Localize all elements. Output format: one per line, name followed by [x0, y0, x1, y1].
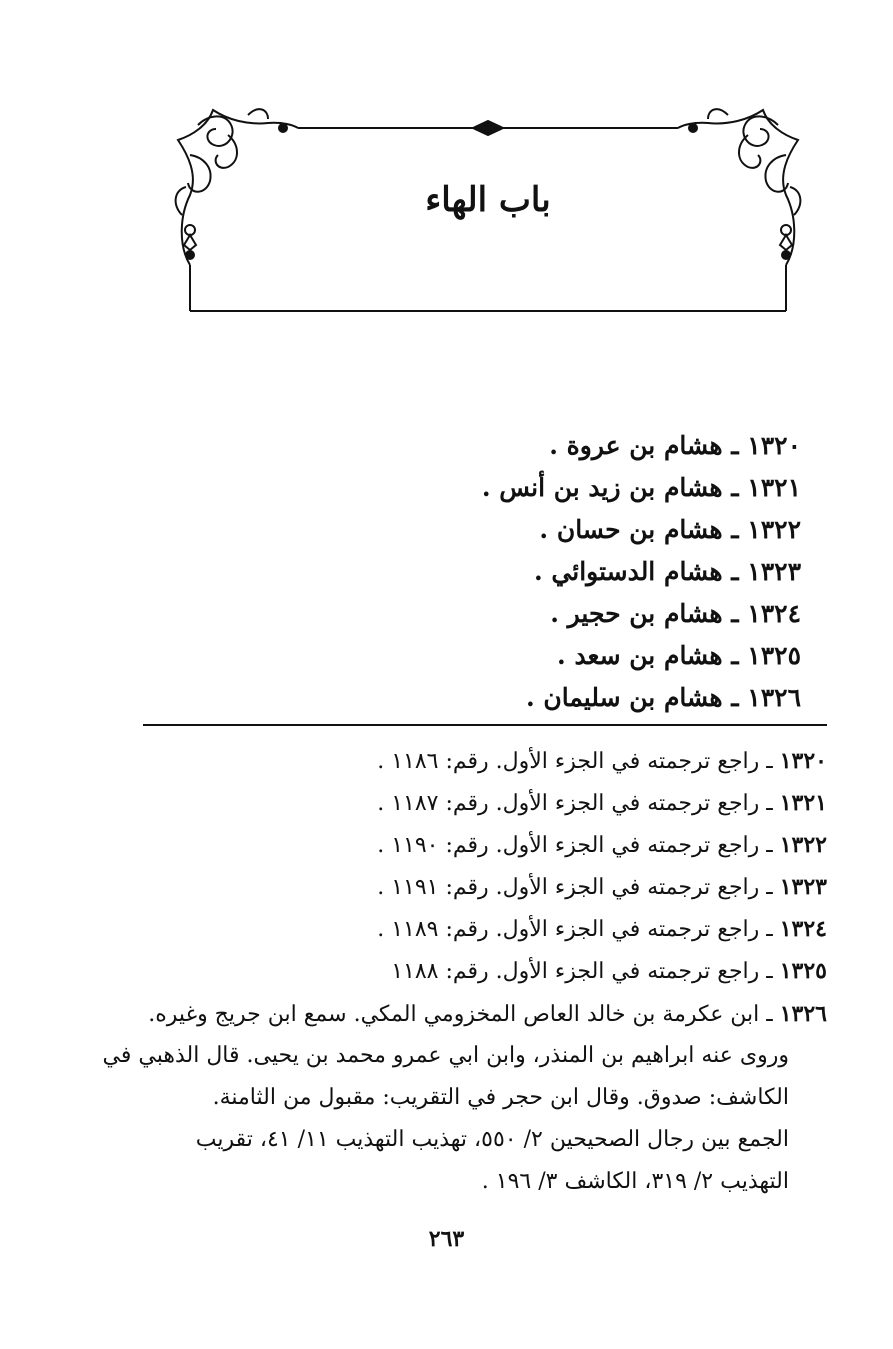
footnote-item: ١٣٢٢ ـ راجع ترجمته في الجزء الأول. رقم: ١١٩٠ .	[377, 832, 827, 858]
entry-number: ١٣٢٠	[747, 431, 801, 460]
footnote-line: ١٣٢٦ ـ ابن عكرمة بن خالد العاص المخزومي المكي. سمع ابن جريج وغيره.	[148, 1001, 827, 1027]
entry-text: هشام بن عروة .	[549, 431, 723, 460]
footnote-text: راجع ترجمته في الجزء الأول. رقم: ١١٨٦ .	[377, 749, 760, 774]
footnote-item: ١٣٢٠ ـ راجع ترجمته في الجزء الأول. رقم: ١١٨٦ .	[377, 748, 827, 774]
entry-text: هشام بن حسان .	[539, 515, 723, 544]
entry-item: ١٣٢٤ ـ هشام بن حجير .	[550, 599, 801, 628]
footnote-number: ١٣٢٣	[779, 874, 827, 900]
entry-item: ١٣٢١ ـ هشام بن زيد بن أنس .	[481, 473, 801, 502]
entry-item: ١٣٢٥ ـ هشام بن سعد .	[557, 641, 801, 670]
footnote-line: الكاشف: صدوق. وقال ابن حجر في التقريب: مقبول من الثامنة.	[212, 1085, 789, 1110]
footnote-text: راجع ترجمته في الجزء الأول. رقم: ١١٨٩ .	[377, 917, 760, 942]
entry-text: هشام بن حجير .	[550, 599, 723, 628]
footnote-item: ١٣٢٤ ـ راجع ترجمته في الجزء الأول. رقم: ١١٨٩ .	[377, 916, 827, 942]
entry-number: ١٣٢٥	[747, 641, 801, 670]
page-number: ٢٦٣	[428, 1226, 465, 1252]
footnote-number: ١٣٢٥	[779, 958, 827, 984]
footnote-number: ١٣٢٤	[779, 916, 827, 942]
entry-number: ١٣٢٤	[747, 599, 801, 628]
entry-number: ١٣٢٢	[747, 515, 801, 544]
footnote-number: ١٣٢٢	[779, 832, 827, 858]
entry-text: هشام بن سليمان .	[525, 683, 723, 712]
footnote-number: ١٣٢٠	[779, 748, 827, 774]
entry-text: هشام الدستوائي .	[534, 557, 723, 586]
entry-item: ١٣٢٣ ـ هشام الدستوائي .	[534, 557, 801, 586]
footnote-list	[137, 740, 827, 992]
entry-item: ١٣٢٢ ـ هشام بن حسان .	[539, 515, 801, 544]
footnote-line: الجمع بين رجال الصحيحين ٢/ ٥٥٠، تهذيب التهذيب ١١/ ٤١، تقريب	[195, 1127, 789, 1152]
entry-item: ١٣٢٠ ـ هشام بن عروة .	[549, 431, 801, 460]
entry-text: هشام بن سعد .	[557, 641, 723, 670]
footnote-item: ١٣٢٣ ـ راجع ترجمته في الجزء الأول. رقم: ١١٩١ .	[377, 874, 827, 900]
chapter-title: باب الهاء	[425, 180, 551, 220]
footnote-divider	[143, 724, 827, 726]
footnote-number: ١٣٢١	[779, 790, 827, 816]
footnote-number: ١٣٢٦	[779, 1001, 827, 1027]
entry-text: هشام بن زيد بن أنس .	[481, 473, 723, 502]
footnote-line: التهذيب ٢/ ٣١٩، الكاشف ٣/ ١٩٦ .	[481, 1169, 789, 1194]
entry-list	[301, 425, 801, 719]
entry-number: ١٣٢٣	[747, 557, 801, 586]
footnote-text: راجع ترجمته في الجزء الأول. رقم: ١١٨٧ .	[377, 791, 760, 816]
footnote-line: وروى عنه ابراهيم بن المنذر، وابن ابي عمرو محمد بن يحيى. قال الذهبي في	[102, 1043, 789, 1068]
footnote-item: ١٣٢١ ـ راجع ترجمته في الجزء الأول. رقم: ١١٨٧ .	[377, 790, 827, 816]
footnote-1326	[102, 993, 827, 1203]
entry-number: ١٣٢١	[747, 473, 801, 502]
entry-item: ١٣٢٦ ـ هشام بن سليمان .	[525, 683, 801, 712]
footnote-text: راجع ترجمته في الجزء الأول. رقم: ١١٩٠ .	[377, 833, 760, 858]
entry-number: ١٣٢٦	[747, 683, 801, 712]
footnote-item: ١٣٢٥ ـ راجع ترجمته في الجزء الأول. رقم: ١١٨٨	[391, 958, 827, 984]
footnote-text: راجع ترجمته في الجزء الأول. رقم: ١١٨٨	[391, 959, 760, 984]
footnote-text: راجع ترجمته في الجزء الأول. رقم: ١١٩١ .	[377, 875, 760, 900]
footnote-text: ابن عكرمة بن خالد العاص المخزومي المكي. سمع ابن جريج وغيره.	[148, 1002, 760, 1027]
